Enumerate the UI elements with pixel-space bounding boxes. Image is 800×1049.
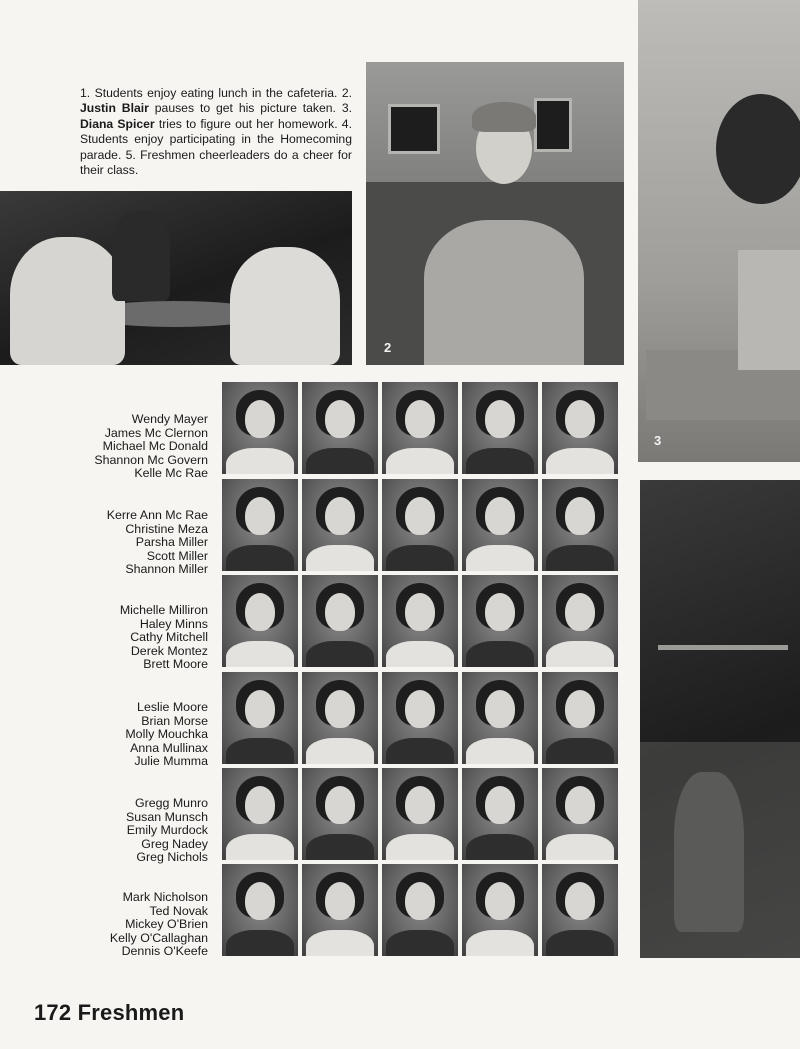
portrait-shirt [546, 641, 614, 667]
name-list-row-1 [40, 413, 208, 481]
portrait-shirt [546, 545, 614, 571]
portrait-face [565, 786, 595, 824]
student-name: Michelle Milliron [119, 603, 208, 617]
student-name: Kelle Mc Rae [134, 466, 208, 481]
portrait-face [325, 690, 355, 728]
portrait-face [325, 400, 355, 438]
window-left [388, 104, 440, 154]
student-name: Ted Novak [149, 903, 208, 918]
student-name: Greg Nadey [141, 836, 208, 851]
photo-diana-spicer [638, 0, 800, 462]
portrait-face [485, 690, 515, 728]
portrait-face [325, 497, 355, 535]
caption-name-justin: Justin Blair [80, 101, 149, 116]
portrait-face [405, 786, 435, 824]
portrait-row-1 [222, 382, 626, 474]
student-portrait [462, 864, 538, 956]
portrait-face [325, 882, 355, 920]
photo-caption [80, 86, 352, 178]
portrait-face [245, 786, 275, 824]
student-portrait [222, 768, 298, 860]
portrait-face [405, 882, 435, 920]
student-name: Molly Mouchka [125, 727, 208, 742]
student-name: Kelly O'Callaghan [109, 930, 208, 945]
portrait-face [485, 593, 515, 631]
page-number: 172 [34, 1000, 72, 1025]
student-portrait [462, 575, 538, 667]
student-name: Kerre Ann Mc Rae [106, 508, 208, 522]
photo-cafeteria [0, 191, 352, 365]
student-name: Shannon Miller [125, 562, 208, 577]
portrait-face [245, 497, 275, 535]
parade-crowd [640, 742, 800, 958]
portrait-shirt [226, 738, 294, 764]
student-portrait [222, 672, 298, 764]
portrait-shirt [546, 834, 614, 860]
portrait-shirt [466, 545, 534, 571]
student-portrait [462, 382, 538, 474]
student-name: Julie Mumma [134, 754, 208, 769]
portrait-face [565, 593, 595, 631]
caption-text-1: 1. Students enjoy eating lunch in the cafeteria. 2. [80, 86, 352, 100]
portrait-shirt [306, 448, 374, 474]
photo-justin-blair [366, 62, 624, 365]
student-portrait [222, 575, 298, 667]
student-name: Derek Montez [130, 643, 208, 658]
portrait-face [485, 497, 515, 535]
hair [472, 102, 536, 132]
student-portrait [542, 479, 618, 571]
student-portrait [382, 575, 458, 667]
student-portrait [462, 768, 538, 860]
student-portrait [382, 864, 458, 956]
section-title: Freshmen [77, 1000, 185, 1025]
portrait-face [325, 786, 355, 824]
portrait-shirt [386, 641, 454, 667]
photo-number-2: 2 [384, 340, 392, 355]
student-name: Cathy Mitchell [130, 630, 208, 645]
caption-text-2: pauses to get his picture taken. 3. [148, 101, 352, 116]
portrait-shirt [306, 930, 374, 956]
student-name: Leslie Moore [137, 700, 208, 714]
student-name: Gregg Munro [134, 796, 208, 810]
student-name: Susan Munsch [126, 809, 208, 824]
name-list-row-5 [40, 797, 208, 865]
portrait-shirt [466, 834, 534, 860]
portrait-shirt [306, 738, 374, 764]
student-name: Michael Mc Donald [102, 439, 208, 454]
caption-name-diana: Diana Spicer [80, 116, 155, 131]
student-portrait [462, 479, 538, 571]
portrait-shirt [386, 738, 454, 764]
student-seated-dark [112, 211, 170, 301]
student-portrait [302, 382, 378, 474]
window-right [534, 98, 572, 152]
hair-dark [716, 94, 800, 204]
portrait-row-2 [222, 479, 626, 571]
name-list-row-3 [40, 604, 208, 672]
portrait-row-3 [222, 575, 626, 667]
portrait-face [565, 400, 595, 438]
portrait-shirt [226, 834, 294, 860]
student-portrait [222, 479, 298, 571]
portrait-shirt [546, 738, 614, 764]
portrait-face [245, 593, 275, 631]
portrait-face [485, 786, 515, 824]
student-portrait [542, 864, 618, 956]
name-list-row-4 [40, 701, 208, 769]
student-portrait [382, 382, 458, 474]
student-name: Dennis O'Keefe [121, 944, 208, 959]
portrait-face [405, 400, 435, 438]
name-list-row-6 [40, 891, 208, 959]
portrait-row-6 [222, 864, 626, 956]
portrait-face [405, 497, 435, 535]
caption-text-3: tries to figure out her homework. 4. Students enjoy participating in the Homecoming parade. 5. Freshmen cheerleaders do a cheer for their class. [80, 116, 352, 178]
student-portrait [302, 768, 378, 860]
parade-railing [658, 645, 788, 650]
student-portrait [542, 768, 618, 860]
portrait-face [565, 497, 595, 535]
portrait-shirt [386, 545, 454, 571]
student-name: Parsha Miller [135, 535, 208, 550]
student-portrait [302, 864, 378, 956]
portrait-face [405, 690, 435, 728]
portrait-face [565, 690, 595, 728]
portrait-shirt [386, 834, 454, 860]
student-portrait [462, 672, 538, 764]
portrait-face [325, 593, 355, 631]
portrait-face [245, 882, 275, 920]
student-portrait [302, 575, 378, 667]
portrait-face [565, 882, 595, 920]
student-portrait [542, 575, 618, 667]
portrait-face [405, 593, 435, 631]
portrait-shirt [466, 641, 534, 667]
portrait-face [245, 690, 275, 728]
student-name: Mickey O'Brien [125, 917, 208, 932]
student-name: Wendy Mayer [131, 412, 208, 426]
portrait-shirt [226, 448, 294, 474]
name-list-row-2 [40, 509, 208, 577]
portrait-face [485, 882, 515, 920]
student-name: James Mc Clernon [104, 425, 208, 440]
portrait-face [245, 400, 275, 438]
arm [738, 250, 800, 370]
student-name: Scott Miller [146, 548, 208, 563]
student-portrait [382, 479, 458, 571]
portrait-row-4 [222, 672, 626, 764]
student-white-shirt [230, 247, 340, 365]
student-portrait [302, 479, 378, 571]
student-portrait [222, 864, 298, 956]
portrait-shirt [466, 738, 534, 764]
student-name: Brian Morse [141, 713, 208, 728]
student-portrait [222, 382, 298, 474]
student-name: Shannon Mc Govern [94, 452, 208, 467]
portrait-shirt [546, 930, 614, 956]
student-name: Emily Murdock [126, 823, 208, 838]
jacket [424, 220, 584, 365]
student-name: Christine Meza [125, 521, 208, 536]
student-portrait [542, 672, 618, 764]
portrait-shirt [306, 641, 374, 667]
page-folio [34, 1000, 184, 1026]
student-portrait [302, 672, 378, 764]
student-name: Mark Nicholson [122, 890, 208, 904]
portrait-shirt [466, 930, 534, 956]
portrait-face [485, 400, 515, 438]
portrait-shirt [226, 641, 294, 667]
portrait-row-5 [222, 768, 626, 860]
student-white-sweatshirt [10, 237, 125, 365]
portrait-shirt [466, 448, 534, 474]
photo-homecoming-parade [640, 480, 800, 958]
student-portrait [382, 768, 458, 860]
portrait-shirt [546, 448, 614, 474]
portrait-shirt [306, 545, 374, 571]
student-portrait [382, 672, 458, 764]
student-portrait [542, 382, 618, 474]
portrait-shirt [386, 930, 454, 956]
student-name: Brett Moore [143, 657, 208, 672]
student-name: Greg Nichols [136, 850, 208, 865]
portrait-shirt [226, 545, 294, 571]
student-name: Haley Minns [139, 616, 208, 631]
portrait-shirt [386, 448, 454, 474]
student-name: Anna Mullinax [130, 740, 208, 755]
portrait-shirt [306, 834, 374, 860]
photo-number-3: 3 [654, 433, 662, 448]
portrait-shirt [226, 930, 294, 956]
